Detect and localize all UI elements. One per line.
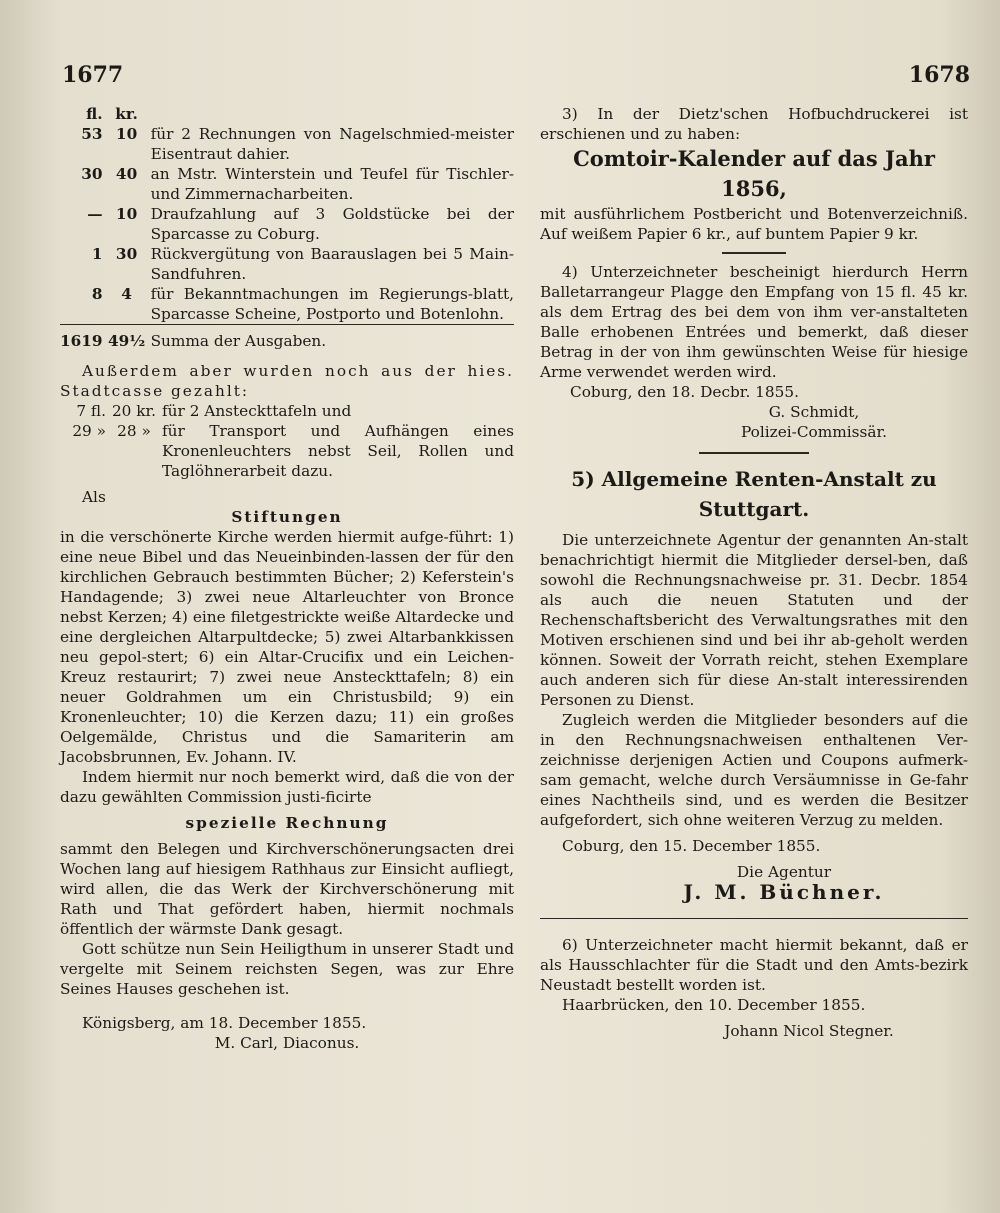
spezielle-rechnung-heading: spezielle Rechnung — [185, 814, 389, 832]
gott-paragraph: Gott schütze nun Sein Heiligthum in unserer Stadt und vergelte mit Seinem reichsten Segen, was zur Ehre Seines Hauses geschehen ist. — [60, 940, 514, 998]
table-row — [60, 244, 514, 284]
table-row — [60, 421, 514, 481]
row-kr: 40 — [115, 165, 138, 183]
row-text: Rückvergütung von Baarauslagen bei 5 Main-Sandfuhren. — [150, 245, 514, 283]
notice-6-signature: Johann Nicol Stegner. — [724, 1022, 894, 1040]
row-text: für Bekanntmachungen im Regierungs-blatt, Sparcasse Scheine, Postporto und Botenlohn. — [150, 285, 514, 323]
notice-5-place-date: Coburg, den 15. December 1855. — [562, 837, 821, 855]
sum-text: Summa der Ausgaben. — [151, 325, 514, 352]
row-kr: 10 — [115, 205, 138, 223]
page-number-left: 1677 — [62, 62, 124, 88]
left-column — [60, 104, 514, 1053]
row-kr: 20 kr. — [111, 402, 157, 420]
row-fl: 7 fl. — [76, 402, 106, 420]
row-kr: 30 — [115, 245, 138, 263]
notice-6-text: 6) Unterzeichneter macht hiermit bekannt, daß er als Hausschlachter für die Stadt und den Amts-bezirk Neustadt bestellt worden ist. — [540, 936, 968, 994]
notice-6-place-date: Haarbrücken, den 10. December 1855. — [562, 996, 866, 1014]
notice-5-signature: J. M. Büchner. — [683, 880, 885, 904]
notice-5-paragraph-1: Die unterzeichnete Agentur der genannten An-stalt benachrichtigt hiermit die Mitglieder dersel-ben, daß sowohl die Rechnungsnachweise pr. 31. Decbr. 1854 als auch die neuen Statuten und der Rechenschaftsbericht des Verwaltungsrathes mit den Motiven erschienen sind und bei ihr ab-geholt werden können. Soweit der Vorrath reicht, stehen Exemplare auch anderen sich für diese An-stalt interessirenden Personen zu Dienst. — [540, 531, 968, 709]
row-fl: 29 » — [72, 422, 106, 440]
extra-payments-intro: Außerdem aber wurden noch aus der hies. Stadtcasse gezahlt: — [60, 362, 514, 400]
extra-payments-table — [60, 401, 514, 481]
header-kr: kr. — [115, 105, 138, 123]
divider — [699, 452, 809, 454]
table-row — [60, 284, 514, 325]
row-text: an Mstr. Winterstein und Teufel für Tischler- und Zimmernacharbeiten. — [150, 165, 514, 203]
als-word: Als — [82, 488, 106, 506]
row-fl: 1 — [91, 245, 103, 263]
rechnung-paragraph: sammt den Belegen und Kirchverschönerungsacten drei Wochen lang auf hiesigem Rathhaus zur Einsicht aufliegt, wird allen, die das Werk der Kirchverschönerung mit Rath und That gefördert haben, hiermit nochmals öffentlich der wärmste Dank gesagt. — [60, 840, 514, 938]
row-text: für 2 Ansteckttafeln und — [162, 402, 352, 420]
notice-5-paragraph-2: Zugleich werden die Mitglieder besonders auf die in den Rechnungsnachweisen enthaltenen Ver-zeichnisse derjenigen Actien und Coupons aufmerk-sam gemacht, welche durch Versäumnisse in Ge-fahr eines Nachtheils sind, und es werden die Besitzer aufgefordert, sich ohne weiteren Verzug zu melden. — [540, 711, 968, 829]
table-row — [60, 204, 514, 244]
header-fl: fl. — [86, 105, 103, 123]
notice-3-title: Comtoir-Kalender auf das Jahr 1856, — [573, 146, 935, 201]
divider — [722, 252, 786, 254]
row-text: Draufzahlung auf 3 Goldstücke bei der Sparcasse zu Coburg. — [150, 205, 514, 243]
sum-fl: 1619 — [60, 325, 103, 352]
row-fl: — — [87, 205, 103, 223]
notice-5-agentur: Die Agentur — [736, 863, 832, 881]
stiftungen-paragraph: in die verschönerte Kirche werden hiermit aufge-führt: 1) eine neue Bibel und das Neueinbinden-lassen der für den kirchlichen Gebrauch bestimmten Bücher; 2) Keferstein's Handagende; 3) zwei neue Altarleuchter von Bronce nebst Kerzen; 4) eine filetgestrickte weiße Altardecke und eine dergleichen Altarpultdecke; 5) zwei Altarbankkissen neu gepol-stert; 6) ein Altar-Crucifix und ein Leichen-Kreuz restaurirt; 7) zwei neue Ansteckttafeln; 8) ein neuer Goldrahmen um ein Christusbild; 9) ein Kronenleuchter; 10) die Kerzen dazu; 11) ein großes Oelgemälde, Christus und die Samariterin am Jacobsbrunnen, Ev. Johann. IV. — [60, 528, 514, 766]
sum-kr: 49½ — [103, 325, 151, 352]
sum-row — [60, 325, 514, 352]
row-text: für Transport und Aufhängen eines Kronenleuchters nebst Seil, Rollen und Taglöhnerarbeit dazu. — [162, 422, 514, 480]
row-fl: 53 — [81, 125, 103, 143]
expense-table — [60, 104, 514, 351]
left-place-date: Königsberg, am 18. December 1855. — [82, 1014, 367, 1032]
left-signature: M. Carl, Diaconus. — [214, 1034, 360, 1052]
indem-paragraph: Indem hiermit nur noch bemerkt wird, daß die von der dazu gewählten Commission justi-ficirte — [60, 768, 514, 806]
notice-3-text: 3) In der Dietz'schen Hofbuchdruckerei ist erschienen und zu haben: — [540, 105, 968, 143]
notice-4-place-date: Coburg, den 18. Decbr. 1855. — [570, 383, 799, 401]
stiftungen-heading: Stiftungen — [231, 508, 343, 526]
row-kr: 10 — [115, 125, 138, 143]
divider — [540, 918, 968, 919]
notice-4-signature-title: Polizei-Commissär. — [741, 423, 887, 441]
table-row — [60, 164, 514, 204]
notice-3-description: mit ausführlichem Postbericht und Botenverzeichniß. Auf weißem Papier 6 kr., auf buntem Papier 9 kr. — [540, 205, 968, 243]
notice-4-signature-name: G. Schmidt, — [768, 403, 860, 421]
row-fl: 30 — [81, 165, 103, 183]
row-fl: 8 — [91, 285, 103, 303]
row-kr: 4 — [121, 285, 132, 303]
notice-5-title: 5) Allgemeine Renten-Anstalt zu Stuttgart. — [571, 467, 937, 521]
table-row — [60, 124, 514, 164]
table-row — [60, 401, 514, 421]
row-kr: 28 » — [117, 422, 151, 440]
page-number-right: 1678 — [908, 62, 970, 88]
notice-4-text: 4) Unterzeichneter bescheinigt hierdurch Herrn Balletarrangeur Plagge den Empfang von 15 fl. 45 kr. als dem Ertrag des bei dem von ihm ver-anstalteten Balle erhobenen Entrées und bemerkt, daß dieser Betrag in der von ihm gewünschten Weise für hiesige Arme verwendet werden wird. — [540, 263, 968, 381]
right-column — [540, 104, 968, 1041]
row-text: für 2 Rechnungen von Nagelschmied-meister Eisentraut dahier. — [150, 125, 514, 163]
expense-table-header — [60, 104, 514, 124]
